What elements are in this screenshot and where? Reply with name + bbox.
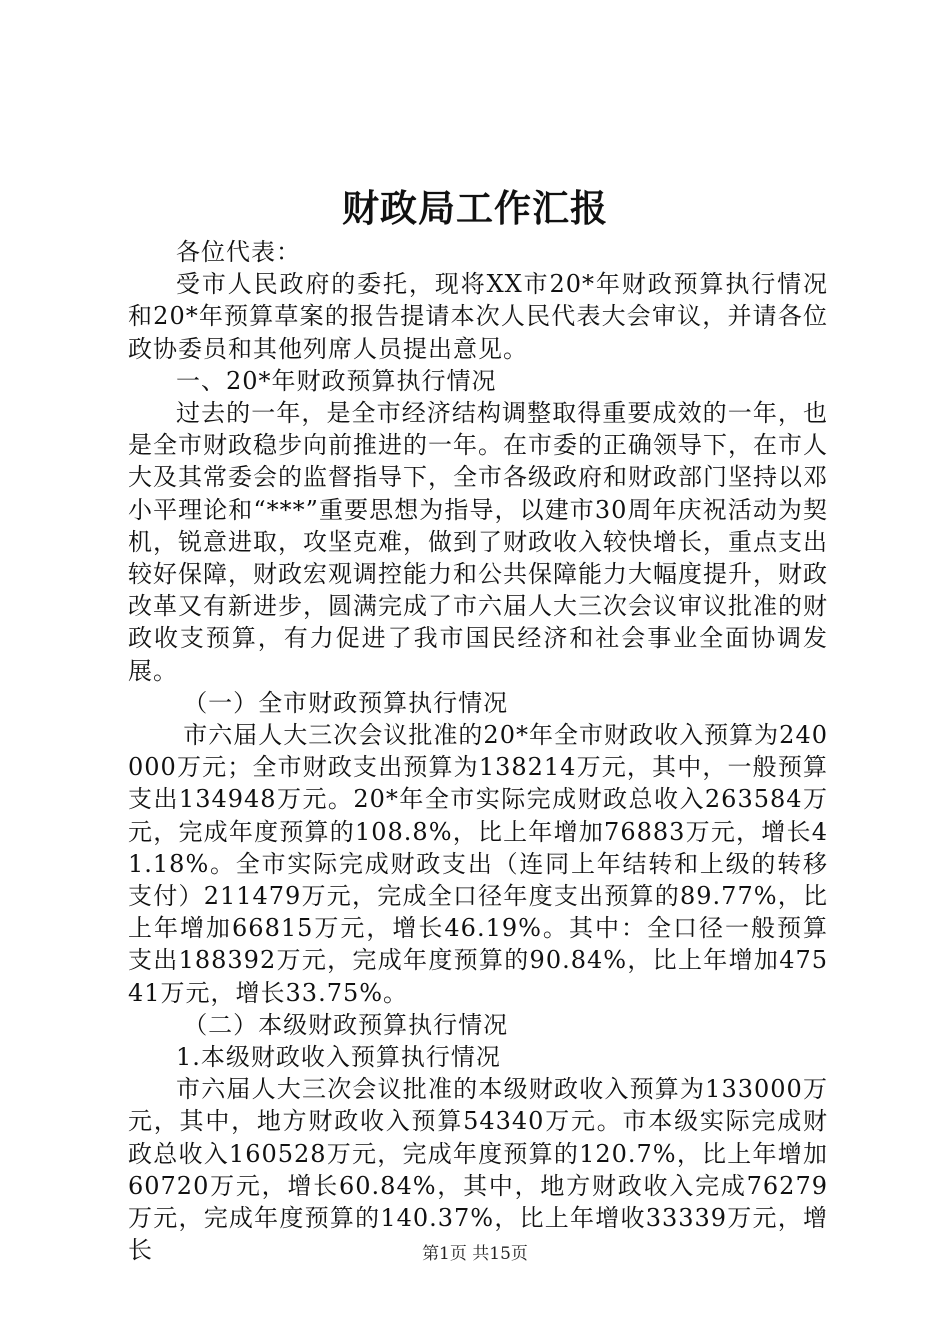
document-title: 财政局工作汇报 — [342, 186, 608, 230]
page-footer: 第1页 共15页 — [422, 1244, 528, 1264]
document-body — [128, 236, 828, 1267]
subsection-heading-1: （一）全市财政预算执行情况 — [183, 688, 509, 717]
item-heading-1: 1.本级财政收入预算执行情况 — [176, 1043, 501, 1072]
local-revenue-paragraph: 市六届人大三次会议批准的本级财政收入预算为133000万元，其中，地方财政收入预算54340万元。市本级实际完成财政总收入160528万元，完成年度预算的120.7%，比上年增加60720万元，增长60.84%，其中，地方财政收入完成76279万元，完成年度预算的140.37%，比上年增收33339万元，增长 — [128, 1075, 828, 1265]
intro-paragraph: 受市人民政府的委托，现将XX市20*年财政预算执行情况和20*年预算草案的报告提请本次人民代表大会审议，并请各位政协委员和其他列席人员提出意见。 — [128, 270, 828, 363]
section-heading-1: 一、20*年财政预算执行情况 — [176, 366, 497, 395]
subsection-heading-2: （二）本级财政预算执行情况 — [183, 1010, 509, 1039]
citywide-budget-paragraph: 市六届人大三次会议批准的20*年全市财政收入预算为240000万元；全市财政支出预算为138214万元，其中，一般预算支出134948万元。20*年全市实际完成财政总收入263584万元，完成年度预算的108.8%，比上年增加76883万元，增长41.18%。全市实际完成财政支出（连同上年结转和上级的转移支付）211479万元，完成全口径年度支出预算的89.77%，比上年增加66815万元，增长46.19%。其中：全口径一般预算支出188392万元，完成年度预算的90.84%，比上年增加47541万元，增长33.75%。 — [128, 721, 828, 1007]
salutation-paragraph: 各位代表： — [176, 238, 301, 266]
overview-paragraph: 过去的一年，是全市经济结构调整取得重要成效的一年，也是全市财政稳步向前推进的一年。在市委的正确领导下，在市人大及其常委会的监督指导下，全市各级政府和财政部门坚持以邓小平理论和“***”重要思想为指导，以建市30周年庆祝活动为契机，锐意进取，攻坚克难，做到了财政收入较快增长，重点支出较好保障，财政宏观调控能力和公共保障能力大幅度提升，财政改革又有新进步，圆满完成了市六届人大三次会议审议批准的财政收支预算，有力促进了我市国民经济和社会事业全面协调发展。 — [128, 399, 828, 685]
